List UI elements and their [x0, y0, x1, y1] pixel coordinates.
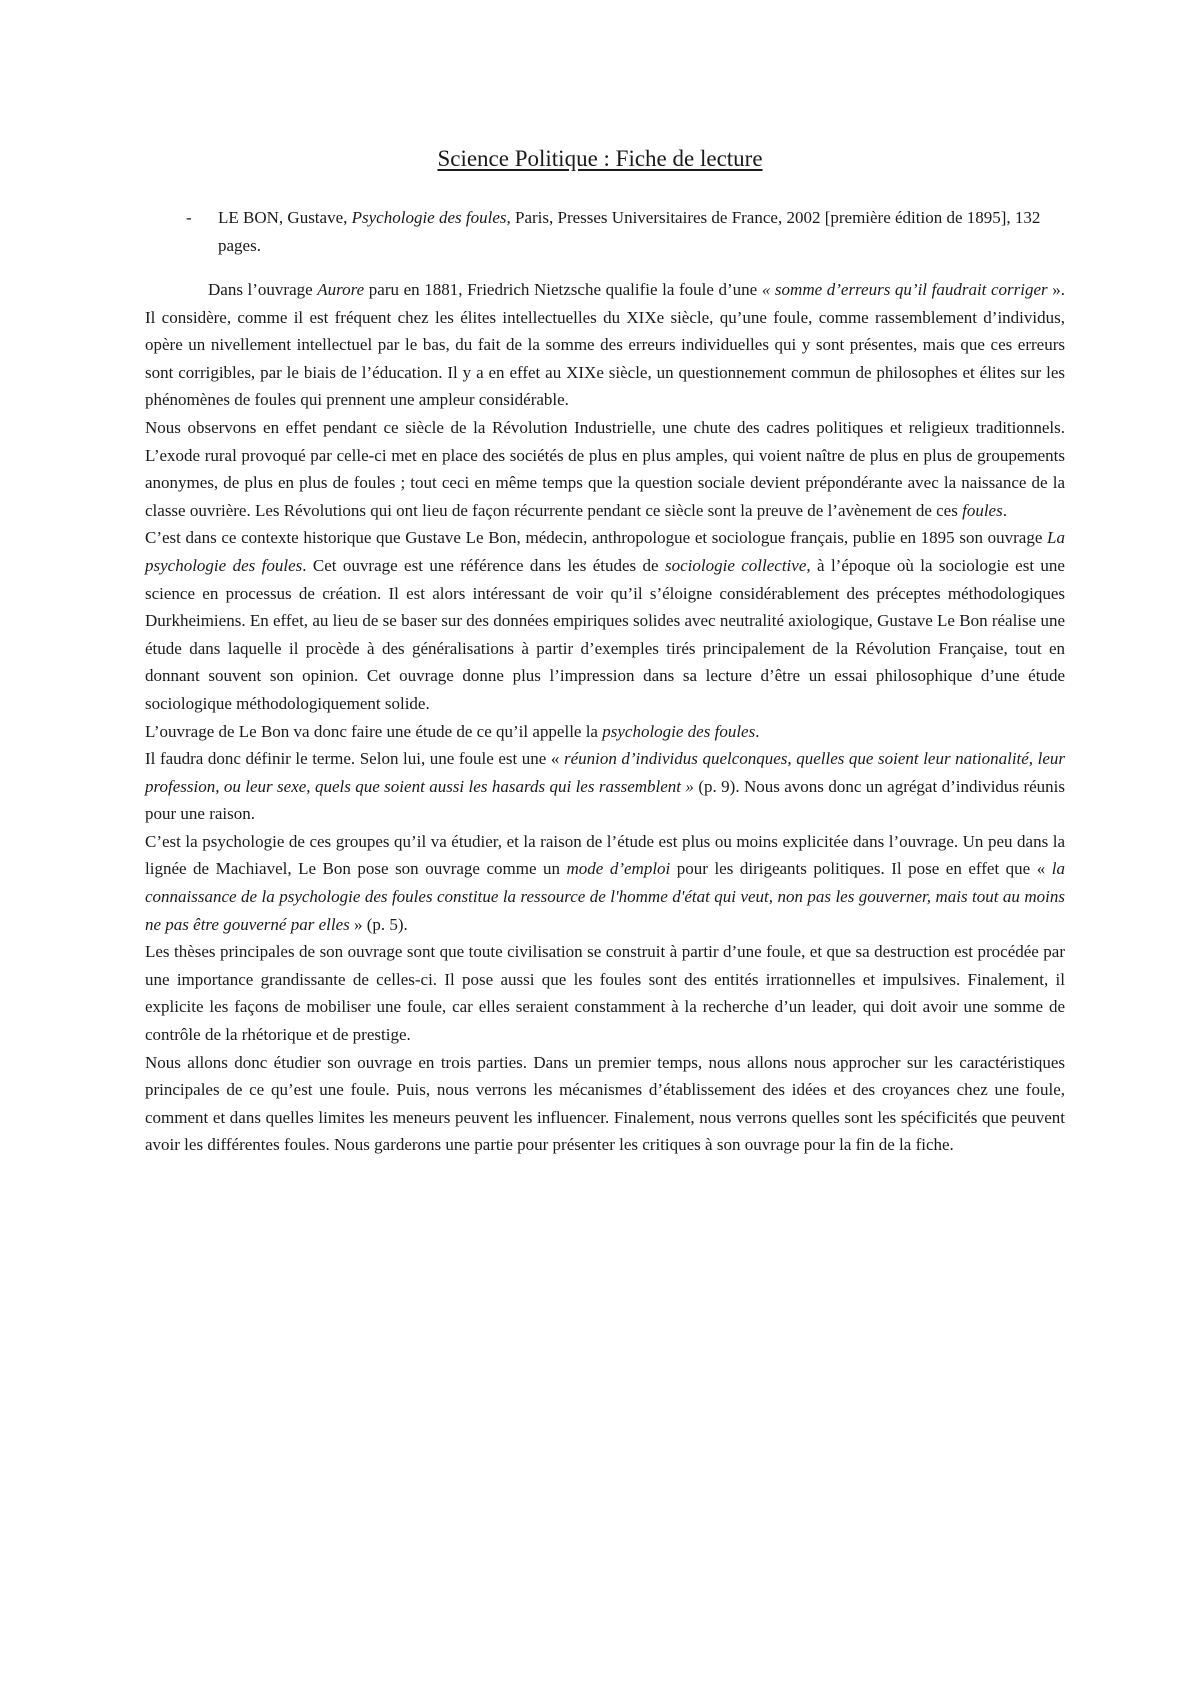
document-body [145, 276, 1065, 1159]
text-run: ». Il considère, comme il est fréquent chez les élites intellectuelles du XIXe siècle, qu’une foule, comme rassemblement d’individus, opère un nivellement intellectuel par le bas, du fait de la somme des erreurs individuelles qui y sont présentes, mais que ces erreurs sont corrigibles, par le biais de l’éducation. Il y a en effet au XIXe siècle, un questionnement commun de philosophes et élites sur les phénomènes de foules qui prennent une ampleur considérable. [145, 280, 1066, 410]
list-dash: - [186, 208, 192, 227]
italic-run: sociologie collective [664, 555, 807, 575]
page-title: Science Politique : Fiche de lecture [437, 146, 763, 171]
text-run: » (p. 5). [349, 914, 408, 934]
text-run: (p. 9). Nous avons donc un agrégat d’individus réunis pour une raison. [145, 776, 1065, 824]
italic-run: réunion d’individus quelconques, quelles que soient leur nationalité, leur profession, ou leur sexe, quels que soient aussi les hasards qui les rassemblent » [145, 749, 1065, 796]
reference-details: Paris, Presses Universitaires de France, 2002 [première édition de 1895], 132 pages. [218, 208, 1041, 255]
text-run: Les thèses principales de son ouvrage sont que toute civilisation se construit à partir d’une foule, et que sa destruction est procédée par une importance grandissante de celles-ci. Il pose aussi que les foules sont des entités irrationnelles et impulsives. Finalement, il explicite les façons de mobiliser une foule, car elles seraient constamment à la recherche d’un leader, qui doit avoir une somme de contrôle de la rhétorique et de prestige. [145, 942, 1065, 1045]
italic-run: mode d’emploi [566, 859, 671, 879]
italic-run: Aurore [317, 280, 365, 299]
bibliographic-reference [186, 204, 1066, 260]
text-run: . [755, 721, 760, 741]
text-run: L’ouvrage de Le Bon va donc faire une étude de ce qu’il appelle la [145, 721, 603, 741]
paragraph [145, 938, 1065, 1048]
text-run: Nous observons en effet pendant ce siècle de la Révolution Industrielle, une chute des cadres politiques et religieux traditionnels. L’exode rural provoqué par celle-ci met en place des sociétés de plus en plus amples, qui voient naître de plus en plus de groupements anonymes, de plus en plus de foules ; tout ceci en même temps que la question sociale devient prépondérante avec la naissance de la classe ouvrière. Les Révolutions qui ont lieu de façon récurrente pendant ce siècle sont la preuve de l’avènement de ces [145, 417, 1065, 520]
paragraph [145, 524, 1065, 717]
paragraph [145, 1049, 1065, 1159]
text-run: Nous allons donc étudier son ouvrage en trois parties. Dans un premier temps, nous allons nous approcher sur les caractéristiques principales de ce qu’est une foule. Puis, nous verrons les mécanismes d’établissement des idées et des croyances chez une foule, comment et dans quelles limites les meneurs peuvent les influencer. Finalement, nous verrons quelles sont les spécificités que peuvent avoir les différentes foules. Nous garderons une partie pour présenter les critiques à son ouvrage pour la fin de la fiche. [145, 1052, 1065, 1155]
italic-run: foules [962, 500, 1003, 520]
text-run: C’est dans ce contexte historique que Gustave Le Bon, médecin, anthropologue et sociologue français, publie en 1895 son ouvrage [145, 528, 1048, 548]
text-run: . Cet ouvrage est une référence dans les études de [302, 555, 665, 575]
italic-run: « somme d’erreurs qu’il faudrait corriger [761, 280, 1053, 299]
reference-text [218, 204, 1066, 260]
italic-run: La psychologie des foules [145, 528, 1065, 575]
text-run: pour les dirigeants politiques. Il pose en effet que « [670, 859, 1052, 879]
paragraph [145, 276, 1065, 414]
reference-author: LE BON, Gustave, [218, 208, 352, 227]
reference-book-title: Psychologie des foules, [351, 208, 511, 227]
paragraph [145, 745, 1065, 828]
text-run: . [1002, 500, 1007, 520]
text-run: Dans l’ouvrage [208, 280, 318, 299]
text-run: paru en 1881, Friedrich Nietzsche qualifie la foule d’une [364, 280, 762, 299]
paragraph [145, 414, 1065, 524]
italic-run: psychologie des foules [602, 721, 756, 741]
text-run: Il faudra donc définir le terme. Selon lui, une foule est une « [145, 749, 564, 769]
paragraph [145, 718, 1065, 746]
italic-run: la connaissance de la psychologie des foules constitue la ressource de l'homme d'état qui veut, non pas les gouverner, mais tout au moins ne pas être gouverné par elles [145, 859, 1065, 934]
paragraph [145, 828, 1065, 938]
text-run: C’est la psychologie de ces groupes qu’il va étudier, et la raison de l’étude est plus ou moins explicitée dans l’ouvrage. Un peu dans la lignée de Machiavel, Le Bon pose son ouvrage comme un [145, 831, 1065, 879]
text-run: , à l’époque où la sociologie est une science en processus de création. Il est alors intéressant de voir qu’il s’éloigne considérablement des préceptes méthodologiques Durkheimiens. En effet, au lieu de se baser sur des données empiriques solides avec neutralité axiologique, Gustave Le Bon réalise une étude dans laquelle il procède à des généralisations à partir d’exemples tirés principalement de la Révolution Française, tout en donnant souvent son opinion. Cet ouvrage donne plus l’impression dans sa lecture d’être un essai philosophique d’une étude sociologique méthodologiquement solide. [145, 555, 1065, 713]
